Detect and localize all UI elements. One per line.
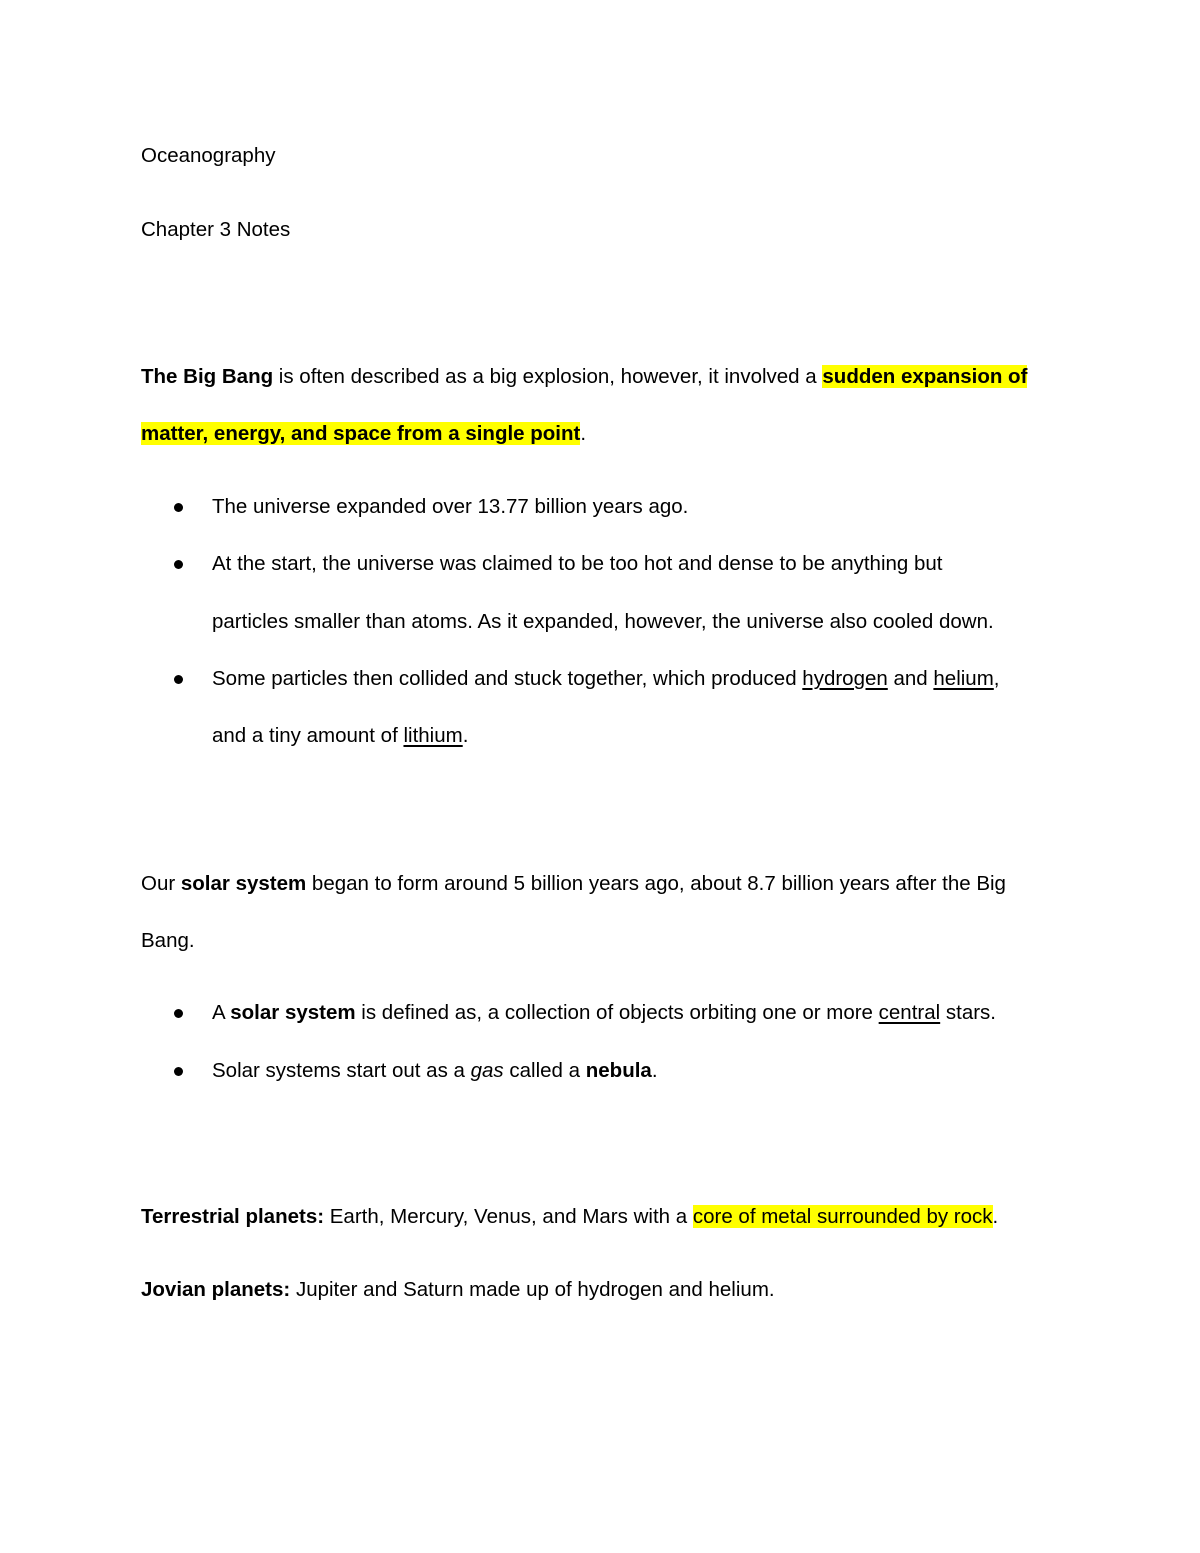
big-bang-highlight-2: matter, energy, and space from a single point: [141, 422, 581, 445]
bullet-dot: [174, 560, 183, 569]
big-bang-paragraph-line1: [141, 363, 1027, 391]
jovian-text: Jupiter and Saturn made up of hydrogen and helium.: [290, 1278, 775, 1301]
solar-system-text: began to form around 5 billion years ago, about 8.7 billion years after the Big: [306, 872, 1006, 895]
ss-bullet-2-end: .: [651, 1059, 658, 1082]
big-bang-bullet-3-line1: [212, 665, 999, 693]
bullet-dot: [174, 1009, 183, 1018]
big-bang-bullet-1: The universe expanded over 13.77 billion years ago.: [212, 495, 689, 518]
chapter-title: Chapter 3 Notes: [141, 218, 291, 241]
big-bang-bullet-2-line2: particles smaller than atoms. As it expanded, however, the universe also cooled down.: [212, 610, 994, 633]
bullet-3-comma: ,: [993, 667, 1000, 690]
bullet-3-text: Some particles then collided and stuck together, which produced: [212, 667, 803, 690]
bullet-3-end: .: [462, 724, 469, 747]
big-bang-paragraph-line2: [141, 420, 586, 448]
bullet-dot: [174, 503, 183, 512]
solar-system-bullet-2: [212, 1057, 658, 1085]
nebula-term: nebula: [585, 1059, 652, 1082]
lithium-term: lithium: [403, 724, 463, 747]
terrestrial-term: Terrestrial planets:: [141, 1205, 325, 1228]
big-bang-bullet-2-line1: At the start, the universe was claimed to be too hot and dense to be anything but: [212, 552, 943, 575]
solar-system-term: solar system: [180, 872, 307, 895]
jovian-term: Jovian planets:: [141, 1278, 291, 1301]
big-bang-text: is often described as a big explosion, however, it involved a: [273, 365, 823, 388]
ss-bullet-2-mid: called a: [503, 1059, 586, 1082]
bullet-dot: [174, 675, 183, 684]
solar-system-paragraph-line2: Bang.: [141, 929, 195, 952]
big-bang-term: The Big Bang: [141, 365, 274, 388]
solar-system-pre: Our: [141, 872, 181, 895]
ss-bullet-1-end: stars.: [940, 1001, 997, 1024]
bullet-3-and: and: [887, 667, 934, 690]
big-bang-highlight-1: sudden expansion of: [822, 365, 1028, 388]
big-bang-bullet-3-line2: [212, 722, 468, 750]
bullet-dot: [174, 1067, 183, 1076]
gas-term: gas: [470, 1059, 504, 1082]
big-bang-end: .: [580, 422, 587, 445]
terrestrial-end: .: [992, 1205, 999, 1228]
terrestrial-planets-line: [141, 1203, 998, 1231]
jovian-planets-line: [141, 1276, 775, 1304]
course-title: Oceanography: [141, 144, 276, 167]
hydrogen-term: hydrogen: [802, 667, 888, 690]
ss-bullet-1-mid: is defined as, a collection of objects orbiting one or more: [355, 1001, 879, 1024]
ss-bullet-2-pre: Solar systems start out as a: [212, 1059, 471, 1082]
solar-system-term-2: solar system: [230, 1001, 356, 1024]
helium-term: helium: [933, 667, 994, 690]
ss-bullet-1-pre: A: [212, 1001, 231, 1024]
solar-system-paragraph-line1: [141, 870, 1006, 898]
bullet-3-line2-text: and a tiny amount of: [212, 724, 404, 747]
central-term: central: [878, 1001, 941, 1024]
terrestrial-highlight: core of metal surrounded by rock: [692, 1205, 993, 1228]
solar-system-bullet-1: [212, 999, 996, 1027]
terrestrial-text: Earth, Mercury, Venus, and Mars with a: [324, 1205, 693, 1228]
